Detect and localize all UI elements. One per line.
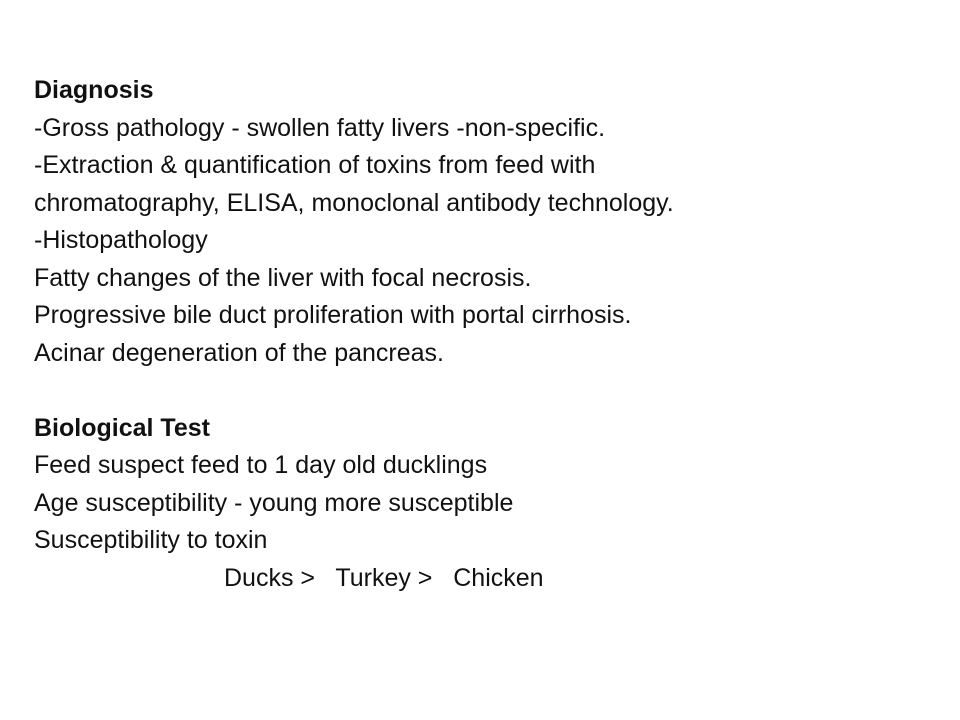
biological-test-heading: Biological Test (34, 413, 210, 442)
section-spacer (34, 372, 934, 410)
diagnosis-line-acinar: Acinar degeneration of the pancreas. (34, 338, 444, 367)
biological-test-line-susceptibility: Susceptibility to toxin (34, 526, 268, 554)
biological-test-line-feed: Feed suspect feed to 1 day old ducklings (34, 451, 488, 479)
susceptibility-ranking: Ducks > Turkey > Chicken (224, 563, 544, 592)
diagnosis-heading: Diagnosis (34, 76, 154, 104)
diagnosis-line-histopathology: -Histopathology (34, 226, 208, 254)
diagnosis-line-bile-duct: Progressive bile duct proliferation with portal cirrhosis. (34, 301, 632, 329)
diagnosis-line-gross-pathology: -Gross pathology - swollen fatty livers -non-specific. (34, 113, 606, 142)
diagnosis-line-chromatography: chromatography, ELISA, monoclonal antibody technology. (34, 188, 674, 217)
slide-body (34, 72, 934, 597)
diagnosis-line-extraction: -Extraction & quantification of toxins from feed with (34, 151, 596, 179)
diagnosis-line-fatty-changes: Fatty changes of the liver with focal necrosis. (34, 263, 532, 292)
biological-test-line-age: Age susceptibility - young more susceptible (34, 488, 514, 517)
